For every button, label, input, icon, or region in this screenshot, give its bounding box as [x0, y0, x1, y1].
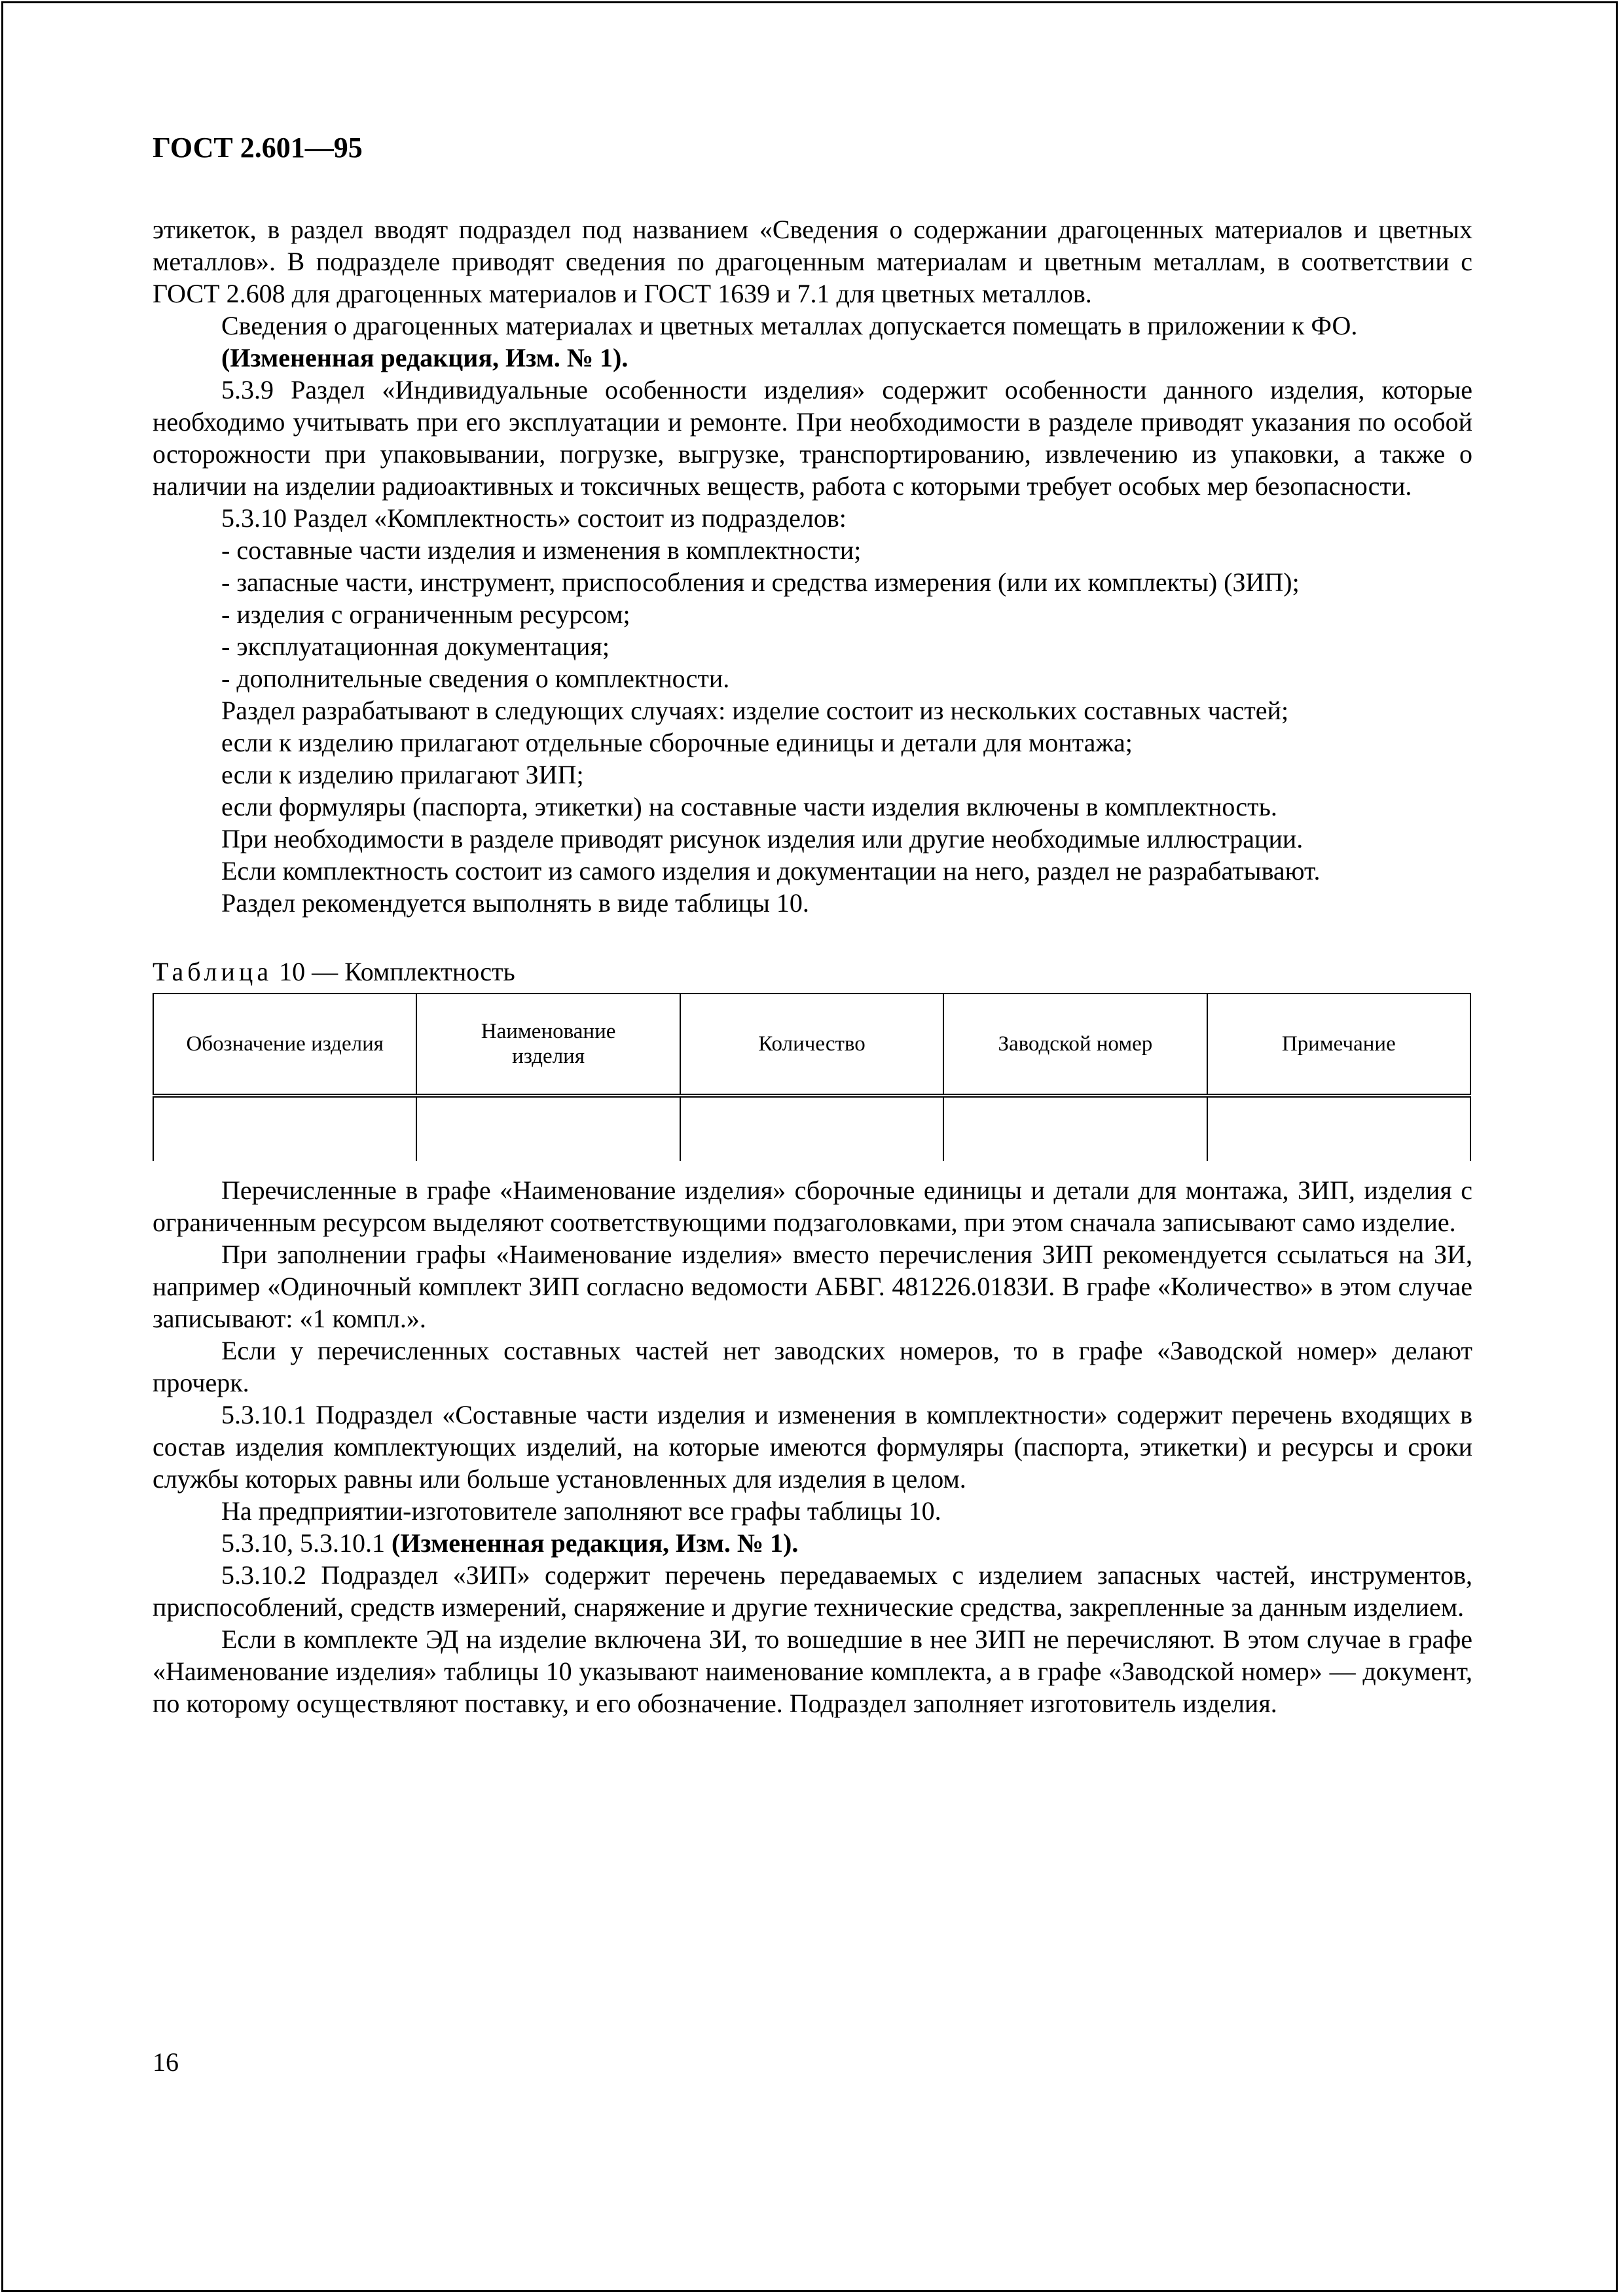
paragraph: если к изделию прилагают ЗИП; [221, 760, 584, 789]
paragraph: если к изделию прилагают отдельные сборочные единицы и детали для монтажа; [221, 728, 1133, 757]
table-caption-word: Таблица [153, 957, 273, 986]
paragraph: Раздел разрабатывают в следующих случаях: изделие состоит из нескольких составных частей; [221, 696, 1289, 725]
paragraph: Если комплектность состоит из самого изделия и документации на него, раздел не разрабатывают. [221, 856, 1321, 886]
paragraph: Перечисленные в графе «Наименование изделия» сборочные единицы и детали для монтажа, ЗИП, изделия с ограниченным ресурсом выделяют соответствующими подзаголовками, при этом сначала записывают само изделие. [153, 1175, 1472, 1237]
paragraph: 5.3.10.2 Подраздел «ЗИП» содержит перечень передаваемых с изделием запасных частей, инструментов, приспособлений, средств измерений, снаряжение и другие технические средства, закрепленные за данным изделием. [153, 1560, 1472, 1622]
paragraph: Раздел рекомендуется выполнять в виде таблицы 10. [221, 888, 809, 918]
table-caption-title: 10 — Комплектность [272, 957, 515, 986]
document-header: ГОСТ 2.601—95 [153, 132, 363, 164]
table-header-row [153, 994, 1470, 1096]
amendment-note [153, 1527, 1472, 1559]
column-header: Количество [680, 994, 943, 1096]
page-number: 16 [153, 2047, 179, 2077]
list-item: - запасные части, инструмент, приспособления и средства измерения (или их комплекты) (ЗИП); [221, 567, 1300, 597]
paragraph: На предприятии-изготовителе заполняют все графы таблицы 10. [221, 1496, 941, 1526]
amendment-text: (Измененная редакция, Изм. № 1). [392, 1528, 799, 1558]
table-cell [943, 1096, 1207, 1161]
paragraph: При необходимости в разделе приводят рисунок изделия или другие необходимые иллюстрации. [221, 824, 1304, 853]
paragraph: если формуляры (паспорта, этикетки) на составные части изделия включены в комплектность. [221, 792, 1277, 821]
paragraph: При заполнении графы «Наименование изделия» вместо перечисления ЗИП рекомендуется ссылаться на ЗИ, например «Одиночный комплект ЗИП согласно ведомости АБВГ. 481226.0183И. В графе «Количество» в этом случае записывают: «1 компл.». [153, 1240, 1472, 1333]
paragraph: 5.3.9 Раздел «Индивидуальные особенности изделия» содержит особенности данного изделия, которые необходимо учитывать при его эксплуатации и ремонте. При необходимости в разделе приводят указания по особой осторожности при упаковывании, погрузке, выгрузке, транспортированию, извлечению из упаковки, а также о наличии на изделии радиоактивных и токсичных веществ, работа с которыми требует особых мер безопасности. [153, 375, 1472, 501]
paragraph: этикеток, в раздел вводят подраздел под названием «Сведения о содержании драгоценных материалов и цветных металлов». В подразделе приводят сведения по драгоценным материалам и цветным металлам, в соответствии с ГОСТ 2.608 для драгоценных материалов и ГОСТ 1639 и 7.1 для цветных металлов. [153, 215, 1472, 308]
paragraph: Если в комплекте ЭД на изделие включена ЗИ, то вошедшие в нее ЗИП не перечисляют. В этом случае в графе «Наименование изделия» таблицы 10 указывают наименование комплекта, а в графе «Заводской номер» — документ, по которому осуществляют поставку, и его обозначение. Подраздел заполняет изготовитель изделия. [153, 1624, 1472, 1718]
table-cell [1207, 1096, 1470, 1161]
paragraph: 5.3.10 Раздел «Комплектность» состоит из подразделов: [221, 503, 847, 533]
table-cell [153, 1096, 416, 1161]
column-header: Наименование изделия [416, 994, 680, 1096]
column-header: Обозначение изделия [153, 994, 416, 1096]
table-cell [416, 1096, 680, 1161]
column-header: Заводской номер [943, 994, 1207, 1096]
paragraph: Сведения о драгоценных материалах и цветных металлах допускается помещать в приложении к ФО. [221, 311, 1358, 340]
list-item: - составные части изделия и изменения в комплектности; [221, 535, 862, 565]
list-item: - дополнительные сведения о комплектности. [221, 664, 730, 693]
paragraph: Если у перечисленных составных частей нет заводских номеров, то в графе «Заводской номер» делают прочерк. [153, 1336, 1472, 1397]
document-page [153, 131, 1472, 1719]
amendment-text: (Измененная редакция, Изм. № 1). [221, 343, 629, 372]
list-item: - эксплуатационная документация; [221, 632, 610, 661]
completeness-table [153, 993, 1471, 1161]
amendment-note [153, 342, 1472, 374]
column-header: Примечание [1207, 994, 1470, 1096]
list-item: - изделия с ограниченным ресурсом; [221, 600, 630, 629]
table-cell [680, 1096, 943, 1161]
table-row [153, 1096, 1470, 1161]
clause-numbers: 5.3.10, 5.3.10.1 [221, 1528, 392, 1558]
table-caption [153, 956, 1472, 988]
paragraph: 5.3.10.1 Подраздел «Составные части изделия и изменения в комплектности» содержит перечень входящих в состав изделия комплектующих изделий, на которые имеются формуляры (паспорта, этикетки) и ресурсы и сроки службы которых равны или больше установленных для изделия в целом. [153, 1400, 1472, 1494]
